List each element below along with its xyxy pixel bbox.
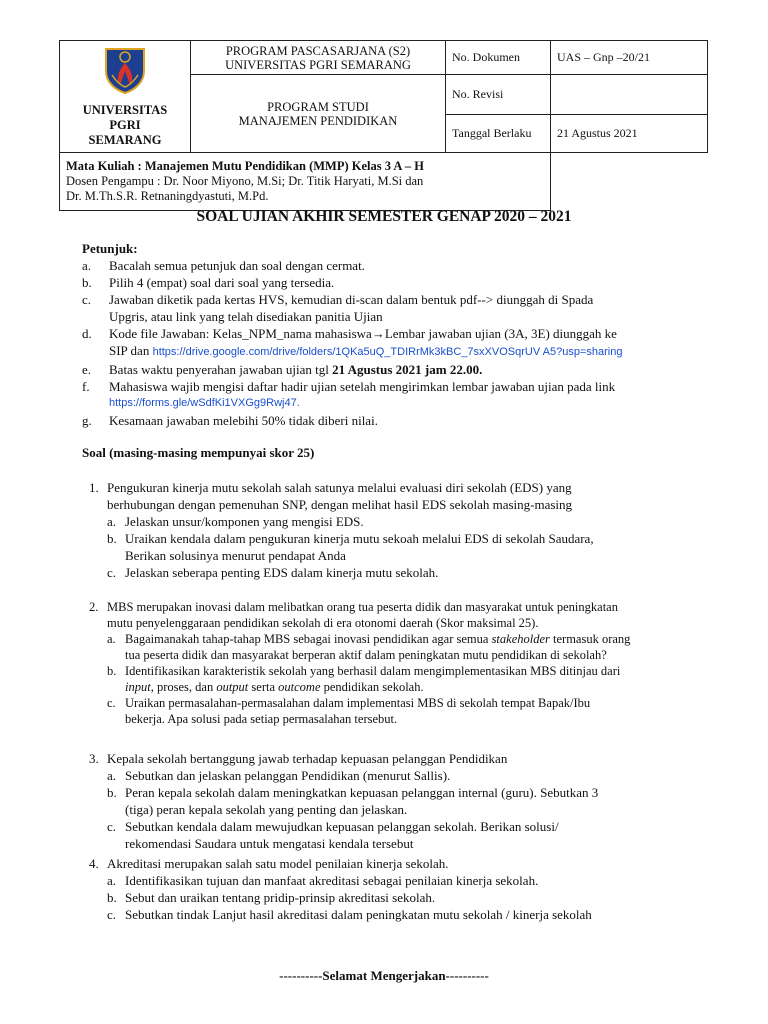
petunjuk-heading: Petunjuk:	[82, 241, 138, 256]
arrow-icon: →	[371, 326, 385, 341]
no-revisi-label: No. Revisi	[446, 75, 551, 115]
exam-title: SOAL UJIAN AKHIR SEMESTER GENAP 2020 – 2021	[196, 208, 572, 225]
tanggal-label: Tanggal Berlaku	[446, 115, 551, 153]
question-3: 3. Kepala sekolah bertanggung jawab terhadap kepuasan pelanggan Pendidikan a. Sebutkan dan jelaskan pelanggan Pendidikan (menurut Sallis). b. Peran kepala sekolah dalam meningkatkan kepuasan pelanggan internal (guru). Sebutkan 3 (tiga) peran kepala sekolah yang penting dan jelaskan. c. Sebutkan kendala dalam mewujudkan kepuasan pelanggan sekolah. Berikan solusi/ rekomendasi Saudara untuk mengatasi kendala tersebut	[89, 751, 599, 851]
soal-heading: Soal (masing-masing mempunyai skor 25)	[82, 445, 315, 460]
petunjuk-e: e. Batas waktu penyerahan jawaban ujian tgl 21 Agustus 2021 jam 22.00.	[82, 362, 483, 377]
no-dokumen-label: No. Dokumen	[446, 41, 551, 75]
petunjuk-f: f. Mahasiswa wajib mengisi daftar hadir ujian setelah mengirimkan lembar jawaban ujian pada link https://forms.gle/wSdfKi1VXGg9Rwj47.	[82, 378, 702, 412]
university-logo-icon	[100, 45, 150, 95]
tanggal-value: 21 Agustus 2021	[551, 115, 708, 153]
dosen-line-2: Dr. M.Th.S.R. Retnaningdyastuti, M.Pd.	[66, 189, 269, 203]
question-2: 2. MBS merupakan inovasi dalam melibatkan orang tua peserta didik dan masyarakat untuk peningkatan mutu penyelenggaraan pendidikan sekolah di era otonomi daerah (Skor maksimal 25). a. Bagaimanakah tahap-tahap MBS sebagai inovasi pendidikan agar semua stakeholder termasuk orang tua peserta didik dan masyarakat berperan aktif dalam peningkatan mutu pendidikan di sekolah? b. Identifikasikan karakteristik sekolah yang berhasil dalam mengimplementasikan MBS ditinjau dari input, proses, dan output serta outcome pendidikan sekolah. c. Uraikan permasalahan-permasalahan dalam implementasi MBS di sekolah tempat Bapak/Ibu bekerja. Apa solusi pada setiap permasalahan tersebut.	[89, 600, 631, 726]
petunjuk-section	[82, 240, 702, 429]
logo-cell	[60, 41, 191, 153]
question-1: 1. Pengukuran kinerja mutu sekolah salah satunya melalui evaluasi diri sekolah (EDS) yang berhubungan dengan pemenuhan SNP, dengan melihat hasil EDS sekolah masing-masing a. Jelaskan unsur/komponen yang mengisi EDS. b. Uraikan kendala dalam pengukuran kinerja mutu sekoah melalui EDS di sekolah Saudara, Berikan solusinya menurut pendapat Anda c. Jelaskan seberapa penting EDS dalam kinerja mutu sekolah.	[89, 480, 594, 580]
no-revisi-value	[551, 75, 708, 115]
course-info	[60, 153, 551, 211]
dosen-line-1: Dosen Pengampu : Dr. Noor Miyono, M.Si; Dr. Titik Haryati, M.Si dan	[66, 174, 424, 188]
petunjuk-d: d. Kode file Jawaban: Kelas_NPM_nama mahasiswa→Lembar jawaban ujian (3A, 3E) diunggah ke SIP dan https://drive.google.com/drive/folders/1QKa5uQ_TDIRrMk3kBC_7sxXVOSqrUV A5?usp=sharing	[82, 326, 623, 358]
university-name: UNIVERSITAS PGRI SEMARANG	[82, 103, 168, 147]
petunjuk-b: b. Pilih 4 (empat) soal dari soal yang tersedia.	[82, 275, 335, 290]
petunjuk-g: g. Kesamaan jawaban melebihi 50% tidak diberi nilai.	[82, 413, 378, 428]
closing-message: ----------Selamat Mengerjakan----------	[279, 968, 489, 983]
mata-kuliah: Mata Kuliah : Manajemen Mutu Pendidikan (MMP) Kelas 3 A – H	[66, 159, 424, 173]
forms-link[interactable]: https://forms.gle/wSdfKi1VXGg9Rwj47.	[109, 397, 300, 409]
no-dokumen-value: UAS – Gnp –20/21	[551, 41, 708, 75]
studi-cell: PROGRAM STUDI MANAJEMEN PENDIDIKAN	[191, 75, 446, 153]
question-4: 4. Akreditasi merupakan salah satu model penilaian kinerja sekolah. a. Identifikasikan tujuan dan manfaat akreditasi sebagai penilaian kinerja sekolah. b. Sebut dan uraikan tentang pridip-prinsip akreditasi sekolah. c. Sebutkan tindak Lanjut hasil akreditasi dalam peningkatan mutu sekolah / kinerja sekolah	[89, 856, 592, 922]
drive-link[interactable]: https://drive.google.com/drive/folders/1QKa5uQ_TDIRrMk3kBC_7sxXVOSqrUV A5?usp=sharing	[152, 346, 623, 358]
petunjuk-c: c. Jawaban diketik pada kertas HVS, kemudian di-scan dalam bentuk pdf--> diunggah di Spada Upgris, atau link yang telah disediakan panitia Ujian	[82, 292, 594, 324]
header-table	[59, 40, 708, 211]
program-cell: PROGRAM PASCASARJANA (S2) UNIVERSITAS PGRI SEMARANG	[191, 41, 446, 75]
petunjuk-a: a. Bacalah semua petunjuk dan soal dengan cermat.	[82, 258, 365, 273]
